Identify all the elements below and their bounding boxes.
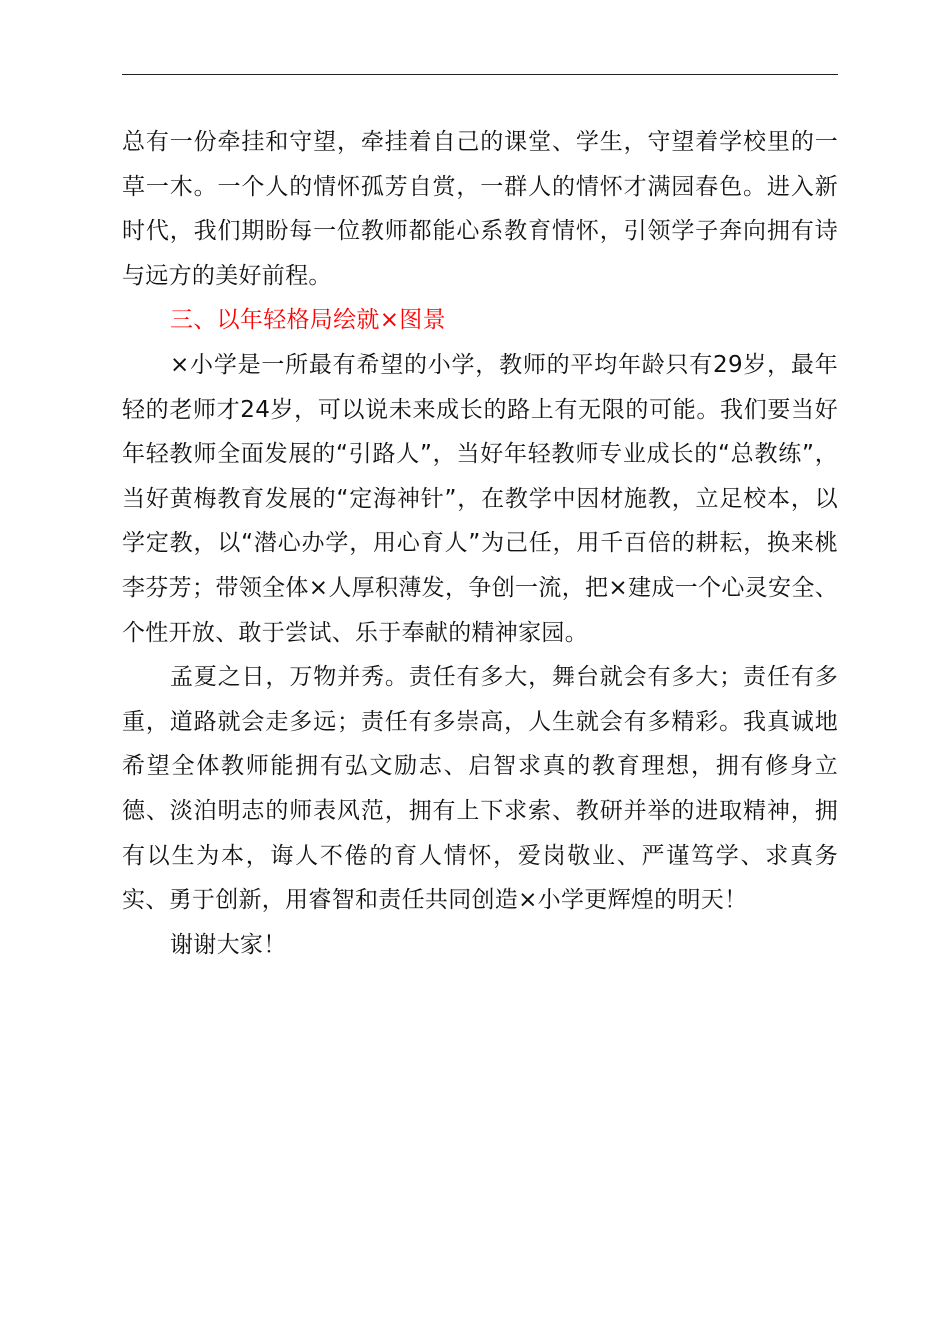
document-body — [122, 120, 838, 967]
paragraph-closing: 谢谢大家！ — [170, 931, 287, 958]
paragraph-responsibility: 孟夏之日，万物并秀。责任有多大，舞台就会有多大；责任有多重，道路就会走多远；责任有多崇高，人生就会有多精彩。我真诚地希望全体教师能拥有弘文励志、启智求真的教育理想，拥有修身立德、淡泊明志的师表风范，拥有上下求索、教研并举的进取精神，拥有以生为本，诲人不倦的育人情怀，爱岗敬业、严谨笃学、求真务实、勇于创新，用睿智和责任共同创造×小学更辉煌的明天！ — [122, 664, 838, 914]
paragraph-continuation: 总有一份牵挂和守望，牵挂着自己的课堂、学生，守望着学校里的一草一木。一个人的情怀孤芳自赏，一群人的情怀才满园春色。进入新时代，我们期盼每一位教师都能心系教育情怀，引领学子奔向拥有诗与远方的美好前程。 — [122, 129, 838, 289]
header-rule — [122, 74, 838, 75]
paragraph-school-intro: ×小学是一所最有希望的小学，教师的平均年龄只有29岁，最年轻的老师才24岁，可以说未来成长的路上有无限的可能。我们要当好年轻教师全面发展的“引路人”，当好年轻教师专业成长的“总教练”，当好黄梅教育发展的“定海神针”，在教学中因材施教，立足校本，以学定教，以“潜心办学，用心育人”为己任，用千百倍的耕耘，换来桃李芬芳；带领全体×人厚积薄发，争创一流，把×建成一个心灵安全、个性开放、敢于尝试、乐于奉献的精神家园。 — [122, 351, 838, 646]
section-heading: 三、以年轻格局绘就×图景 — [170, 307, 446, 334]
